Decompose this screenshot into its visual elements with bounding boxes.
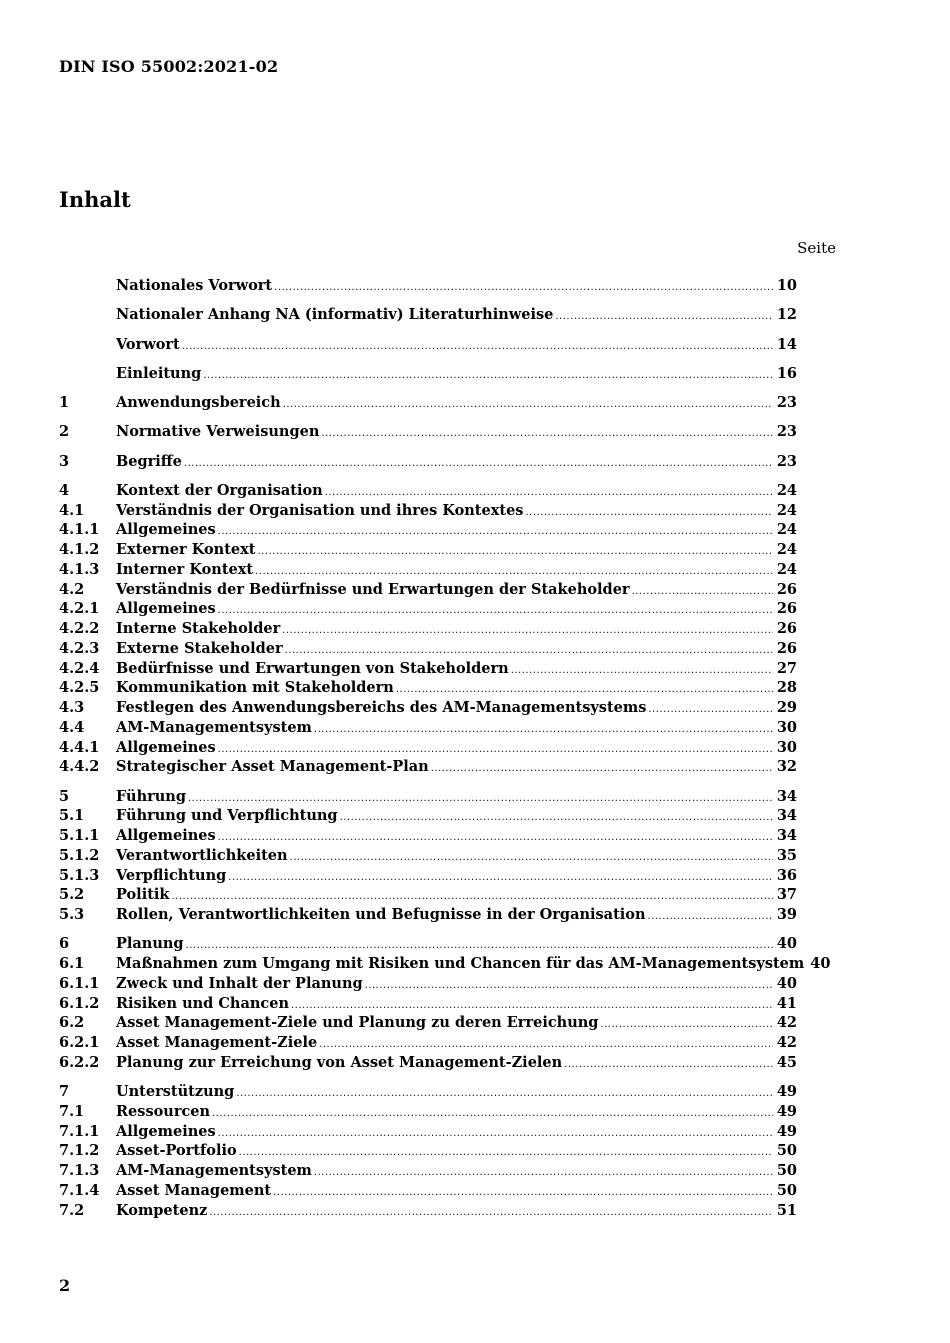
toc-entry-title: Kompetenz (116, 1201, 208, 1219)
toc-entry[interactable] (59, 620, 797, 640)
toc-entry-number: 7.2 (59, 1201, 85, 1219)
toc-entry-page: 49 (776, 1122, 797, 1140)
dot-leader (291, 1000, 773, 1011)
toc-entry-title: Externe Stakeholder (116, 639, 283, 657)
dot-leader (218, 526, 773, 537)
toc-entry-title: Rollen, Verantwortlichkeiten und Befugnisse in der Organisation (116, 906, 646, 923)
dot-leader (285, 645, 773, 656)
toc-entry-page: 42 (776, 1014, 797, 1032)
toc-entry-number: 6.1.2 (59, 994, 100, 1012)
toc-entry-title: Zweck und Inhalt der Planung (116, 974, 363, 992)
toc-entry-number: 4.2 (59, 580, 85, 598)
toc-entry-page: 37 (776, 886, 797, 904)
toc-entry-title: Verpflichtung (116, 866, 227, 884)
toc-entry-number: 4.1 (59, 501, 85, 519)
toc-entry-number: 4.4.1 (59, 738, 100, 756)
toc-entry-title: Führung und Verpflichtung (116, 807, 338, 825)
toc-entry-page: 34 (776, 827, 797, 844)
toc-entry-page: 16 (776, 364, 797, 382)
toc-entry-title: Normative Verweisungen (116, 423, 320, 441)
toc-entry-title: AM-Managementsystem (116, 718, 312, 736)
dot-leader (184, 458, 773, 469)
toc-entry-page: 26 (776, 600, 797, 618)
toc-entry-page: 49 (776, 1102, 797, 1120)
toc-entry-number: 6.1.1 (59, 974, 100, 992)
toc-entry[interactable] (59, 306, 797, 326)
toc-entry-number: 5.1 (59, 807, 85, 825)
toc-entry-title: Interne Stakeholder (116, 620, 281, 637)
dot-leader (321, 428, 772, 439)
toc-entry-page: 26 (776, 639, 797, 657)
dot-leader (186, 940, 773, 951)
toc-entry-title: Asset-Portfolio (116, 1142, 237, 1160)
toc-entry[interactable] (59, 561, 797, 581)
toc-entry-title: Allgemeines (116, 521, 216, 539)
toc-entry-number: 7.1 (59, 1102, 85, 1120)
toc-entry-number: 7.1.2 (59, 1142, 100, 1160)
toc-title: Inhalt (59, 187, 131, 212)
toc-entry-title: Festlegen des Anwendungsbereichs des AM-Managementsystems (116, 699, 647, 716)
dot-leader (218, 832, 773, 843)
toc-entry-page: 24 (776, 521, 797, 539)
toc-entry-number: 4.4 (59, 718, 85, 736)
toc-entry-title: Strategischer Asset Management-Plan (116, 758, 429, 776)
toc-entry-number: 7 (59, 1083, 70, 1100)
toc-entry[interactable] (59, 640, 797, 660)
toc-entry-title: Verantwortlichkeiten (116, 846, 288, 864)
toc-entry-number: 1 (59, 394, 70, 411)
toc-entry[interactable] (59, 886, 797, 906)
toc-entry[interactable] (59, 679, 797, 699)
toc-entry-page: 50 (776, 1181, 797, 1199)
toc-entry-title: Interner Kontext (116, 560, 254, 578)
toc-entry-title: Nationales Vorwort (116, 277, 273, 294)
toc-entry[interactable] (59, 1142, 797, 1162)
toc-entry-page: 50 (776, 1162, 797, 1179)
toc-entry-number: 7.1.4 (59, 1181, 100, 1199)
toc-entry[interactable] (59, 935, 797, 955)
toc-entry[interactable] (59, 1123, 797, 1143)
toc-entry-title: Einleitung (116, 364, 202, 382)
toc-entry-page: 42 (776, 1034, 797, 1051)
dot-leader (273, 1187, 773, 1198)
toc-entry-page: 23 (776, 452, 797, 470)
dot-leader (255, 566, 773, 577)
dot-leader (525, 507, 772, 518)
toc-entry-title: Maßnahmen zum Umgang mit Risiken und Chancen für das AM-Managementsystem (116, 955, 805, 972)
toc-entry-page: 41 (776, 994, 797, 1012)
toc-entry[interactable] (59, 581, 797, 601)
toc-entry-title: Ressourcen (116, 1102, 211, 1120)
toc-entry-title: Kontext der Organisation (116, 481, 323, 499)
toc-entry[interactable] (59, 502, 797, 522)
toc-entry[interactable] (59, 423, 797, 443)
toc-entry[interactable] (59, 995, 797, 1015)
toc-entry[interactable] (59, 365, 797, 385)
toc-entry-number: 4.2.3 (59, 639, 100, 657)
toc-entry-title: Asset Management-Ziele und Planung zu deren Erreichung (116, 1014, 599, 1032)
dot-leader (218, 605, 773, 616)
dot-leader (228, 872, 773, 883)
toc-entry-number: 4.1.3 (59, 560, 100, 578)
toc-entry[interactable] (59, 277, 797, 297)
toc-entry-number: 3 (59, 452, 70, 470)
toc-entry-title: AM-Managementsystem (116, 1162, 312, 1179)
dot-leader (396, 684, 773, 695)
toc-entry[interactable] (59, 482, 797, 502)
dot-leader (319, 1039, 773, 1050)
toc-entry-number: 4.2.4 (59, 659, 100, 677)
toc-entry[interactable] (59, 758, 797, 778)
toc-entry-number: 4.1.1 (59, 521, 100, 539)
toc-entry-page: 28 (776, 679, 797, 697)
toc-entry[interactable] (59, 975, 797, 995)
toc-entry-title: Risiken und Chancen (116, 994, 289, 1012)
toc-entry-page: 24 (776, 560, 797, 578)
toc-entry[interactable] (59, 1182, 797, 1202)
toc-entry-number: 4.4.2 (59, 758, 100, 776)
dot-leader (209, 1207, 772, 1218)
toc-entry-number: 4.2.1 (59, 600, 100, 618)
toc-entry-title: Verständnis der Bedürfnisse und Erwartungen der Stakeholder (116, 580, 630, 598)
toc-entry-number: 6.2.1 (59, 1034, 100, 1051)
toc-entry-page: 24 (776, 541, 797, 558)
toc-entry[interactable] (59, 699, 797, 719)
toc-entry-page: 30 (776, 718, 797, 736)
toc-entry-page: 12 (776, 306, 797, 324)
toc-entry-title: Asset Management (116, 1181, 272, 1199)
document-id-header: DIN ISO 55002:2021-02 (59, 57, 279, 76)
page-column-label: Seite (797, 239, 836, 257)
dot-leader (282, 625, 773, 636)
toc-entry-page: 24 (776, 501, 797, 519)
toc-entry[interactable] (59, 541, 797, 561)
dot-leader (203, 370, 773, 381)
dot-leader (218, 1128, 773, 1139)
toc-entry-number: 4.2.2 (59, 620, 100, 637)
toc-entry-title: Planung (116, 935, 184, 953)
toc-entry-title: Bedürfnisse und Erwartungen von Stakeholdern (116, 659, 509, 677)
toc-entry[interactable] (59, 453, 797, 473)
dot-leader (340, 812, 773, 823)
page-number: 2 (59, 1276, 71, 1295)
toc-entry-title: Allgemeines (116, 600, 216, 618)
toc-entry-page: 30 (776, 738, 797, 756)
dot-leader (632, 586, 773, 597)
toc-entry-number: 6.2 (59, 1014, 85, 1032)
toc-entry-number: 4.1.2 (59, 541, 100, 558)
toc-entry-page: 32 (776, 758, 797, 776)
toc-entry-page: 35 (776, 846, 797, 864)
dot-leader (600, 1019, 772, 1030)
toc-entry-title: Kommunikation mit Stakeholdern (116, 679, 394, 697)
dot-leader (236, 1088, 773, 1099)
toc-entry[interactable] (59, 1034, 797, 1054)
dot-leader (511, 665, 773, 676)
toc-entry-page: 50 (776, 1142, 797, 1160)
toc-entry[interactable] (59, 1014, 797, 1034)
toc-entry-page: 40 (776, 935, 797, 953)
toc-entry-title: Anwendungsbereich (116, 394, 281, 411)
toc-entry-number: 6 (59, 935, 70, 953)
toc-entry-page: 40 (810, 955, 831, 972)
toc-entry-title: Führung (116, 787, 186, 805)
toc-entry-number: 5.1.3 (59, 866, 100, 884)
toc-entry[interactable] (59, 1202, 797, 1222)
dot-leader (182, 341, 773, 352)
dot-leader (365, 980, 773, 991)
dot-leader (290, 852, 773, 863)
toc-entry[interactable] (59, 600, 797, 620)
toc-entry-page: 49 (776, 1083, 797, 1100)
toc-entry-number: 5.1.1 (59, 827, 100, 844)
toc-entry-title: Allgemeines (116, 827, 216, 844)
toc-entry-title: Asset Management-Ziele (116, 1034, 318, 1051)
toc-entry-number: 4 (59, 481, 70, 499)
toc-entry[interactable] (59, 521, 797, 541)
toc-entry-title: Unterstützung (116, 1083, 235, 1100)
toc-entry-title: Politik (116, 886, 170, 904)
toc-entry-number: 6.2.2 (59, 1053, 100, 1071)
toc-entry-page: 26 (776, 580, 797, 598)
toc-entry[interactable] (59, 807, 797, 827)
toc-entry[interactable] (59, 336, 797, 356)
toc-entry[interactable] (59, 867, 797, 887)
toc-entry-page: 36 (776, 866, 797, 884)
toc-entry[interactable] (59, 739, 797, 759)
toc-entry[interactable] (59, 827, 797, 847)
toc-entry-number: 2 (59, 423, 70, 441)
toc-entry-page: 34 (776, 787, 797, 805)
toc-entry-page: 51 (776, 1201, 797, 1219)
toc-entry-page: 14 (776, 335, 797, 353)
dot-leader (314, 724, 773, 735)
toc-entry[interactable] (59, 1054, 797, 1074)
toc-entry-number: 7.1.3 (59, 1162, 100, 1179)
dot-leader (212, 1108, 773, 1119)
toc-entry-page: 40 (776, 974, 797, 992)
toc-entry-number: 6.1 (59, 955, 85, 972)
dot-leader (218, 744, 773, 755)
toc-entry-number: 5.3 (59, 906, 85, 923)
table-of-contents (59, 277, 831, 1221)
dot-leader (431, 763, 773, 774)
dot-leader (239, 1147, 773, 1158)
toc-entry-number: 4.3 (59, 699, 85, 716)
toc-entry-page: 34 (776, 807, 797, 825)
toc-entry[interactable] (59, 906, 797, 926)
toc-entry-title: Allgemeines (116, 1122, 216, 1140)
toc-entry[interactable] (59, 1162, 797, 1182)
toc-entry-page: 27 (776, 659, 797, 677)
toc-entry-page: 23 (776, 423, 797, 441)
dot-leader (648, 704, 772, 715)
toc-entry-page: 23 (776, 394, 797, 411)
toc-entry-title: Vorwort (116, 335, 180, 353)
toc-entry[interactable] (59, 660, 797, 680)
toc-entry-title: Begriffe (116, 452, 182, 470)
dot-leader (325, 487, 773, 498)
toc-entry-number: 7.1.1 (59, 1122, 100, 1140)
toc-entry[interactable] (59, 1083, 797, 1103)
toc-entry-page: 26 (776, 620, 797, 637)
toc-entry[interactable] (59, 788, 797, 808)
toc-entry-title: Planung zur Erreichung von Asset Management-Zielen (116, 1053, 563, 1071)
toc-entry-page: 24 (776, 481, 797, 499)
toc-entry-number: 4.2.5 (59, 679, 100, 697)
dot-leader (564, 1059, 773, 1070)
toc-entry-title: Nationaler Anhang NA (informativ) Literaturhinweise (116, 306, 554, 324)
dot-leader (283, 399, 773, 410)
toc-entry-page: 39 (776, 906, 797, 923)
toc-entry-page: 10 (776, 277, 797, 294)
dot-leader (171, 891, 772, 902)
toc-entry[interactable] (59, 394, 797, 414)
toc-entry-title: Verständnis der Organisation und ihres Kontextes (116, 501, 524, 519)
toc-entry-page: 45 (776, 1053, 797, 1071)
toc-entry-number: 5.1.2 (59, 846, 100, 864)
toc-entry-number: 5 (59, 787, 70, 805)
dot-leader (314, 1167, 773, 1178)
dot-leader (555, 311, 772, 322)
dot-leader (188, 793, 773, 804)
toc-entry[interactable] (59, 1103, 797, 1123)
toc-entry[interactable] (59, 719, 797, 739)
toc-entry-title: Externer Kontext (116, 541, 256, 558)
toc-entry-page: 29 (776, 699, 797, 716)
toc-entry-title: Allgemeines (116, 738, 216, 756)
dot-leader (648, 911, 773, 922)
dot-leader (274, 282, 773, 293)
dot-leader (257, 546, 772, 557)
toc-entry[interactable] (59, 955, 831, 975)
toc-entry-number: 5.2 (59, 886, 85, 904)
toc-entry[interactable] (59, 847, 797, 867)
